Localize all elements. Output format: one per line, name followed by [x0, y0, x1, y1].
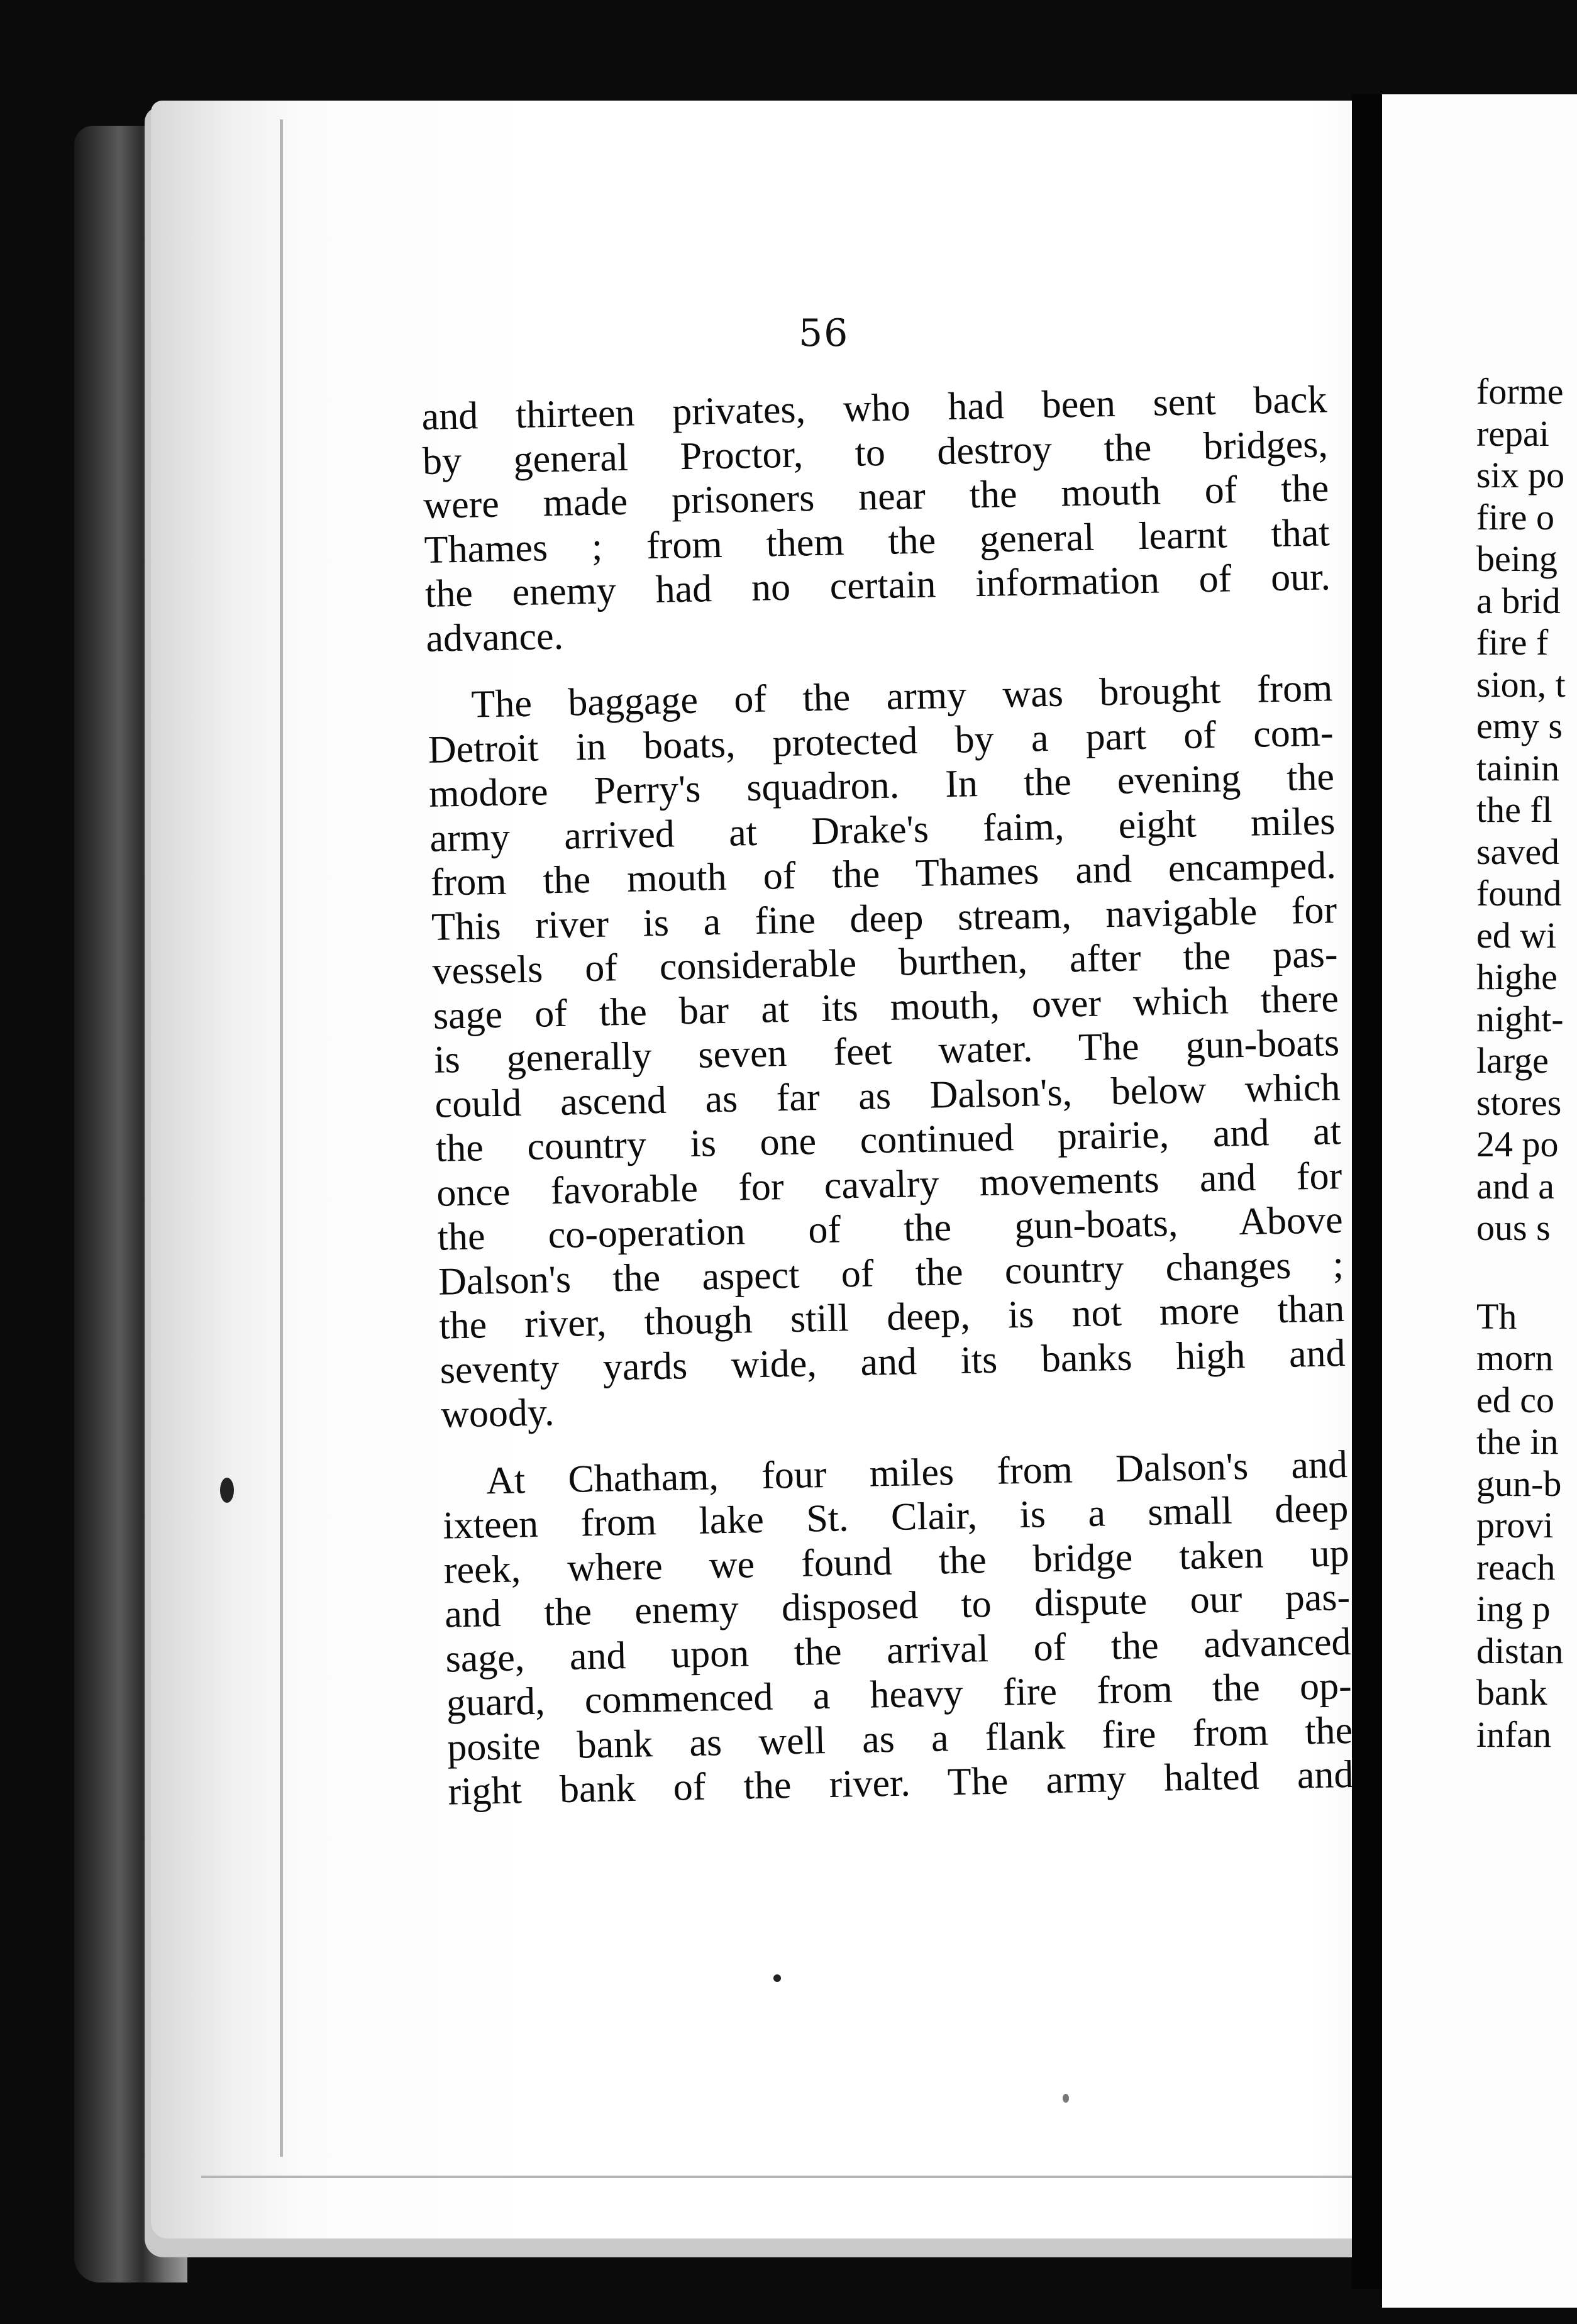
text-line: by general Proctor, to destroy the bridges,: [422, 422, 1329, 483]
facing-line: ous s: [1476, 1207, 1551, 1248]
facing-page-text: [1476, 371, 1577, 1756]
paragraph-3: [442, 1442, 1354, 1815]
page-number: 56: [799, 311, 849, 355]
facing-line: and a: [1476, 1165, 1554, 1207]
paragraph-1: [421, 377, 1332, 661]
facing-line: ed wi: [1476, 914, 1557, 956]
text-line: right bank of the river. The army halted and: [448, 1752, 1354, 1813]
facing-line: distan: [1476, 1630, 1564, 1671]
text-line: posite bank as well as a flank fire from the: [446, 1708, 1353, 1769]
page-fold-line: [280, 119, 283, 2157]
facing-line: emy s: [1476, 706, 1563, 746]
facing-line: stores: [1476, 1082, 1562, 1123]
text-line: and thirteen privates, who had been sent back: [421, 378, 1328, 438]
ink-speck: [1063, 2094, 1069, 2103]
text-line: guard, commenced a heavy fire from the op-: [446, 1664, 1353, 1725]
ink-speck: [773, 1974, 781, 1982]
paragraph-2: [427, 666, 1347, 1437]
facing-line: six po: [1476, 455, 1565, 495]
facing-line: the in: [1476, 1421, 1559, 1462]
text-line: the country is one continued prairie, and at: [435, 1110, 1342, 1170]
text-line: sage, and upon the arrival of the advanced: [445, 1620, 1351, 1681]
page-bottom-edge: [201, 2176, 1427, 2203]
facing-line: highe: [1476, 956, 1558, 997]
text-line: and the enemy disposed to dispute our pas-: [444, 1576, 1351, 1636]
text-line: once favorable for cavalry movements and for: [436, 1154, 1342, 1215]
text-line: ixteen from lake St. Clair, is a small deep: [442, 1487, 1349, 1547]
text-line: At Chatham, four miles from Dalson's and: [485, 1442, 1348, 1502]
text-line: advance.: [425, 614, 564, 660]
text-line: modore Perry's squadron. In the evening the: [428, 755, 1335, 816]
text-line: This river is a fine deep stream, navigable for: [431, 888, 1337, 949]
text-line: could ascend as far as Dalson's, below which: [434, 1065, 1341, 1126]
text-line: vessels of considerable burthen, after the pas-: [431, 932, 1338, 993]
facing-line: provi: [1476, 1505, 1554, 1546]
book-gutter: [1352, 94, 1382, 2289]
text-line: Thames ; from them the general learnt that: [424, 511, 1331, 572]
facing-line: the fl: [1476, 789, 1552, 830]
facing-line: repai: [1476, 412, 1549, 454]
facing-line: sion, t: [1476, 663, 1566, 705]
facing-line: tainin: [1476, 747, 1560, 788]
facing-line: Th: [1476, 1295, 1517, 1337]
text-line: the enemy had no certain information of our.: [424, 555, 1331, 616]
body-text: [421, 377, 1354, 1814]
facing-line: night-: [1476, 998, 1564, 1039]
facing-line: ing p: [1476, 1588, 1551, 1629]
text-line: Detroit in boats, protected by a part of com-: [428, 711, 1334, 772]
text-line: woody.: [440, 1391, 555, 1436]
facing-line: being: [1476, 538, 1558, 579]
text-line: from the mouth of the Thames and encamped.: [430, 844, 1337, 904]
text-line: The baggage of the army was brought from: [470, 667, 1333, 726]
facing-line: saved: [1476, 831, 1560, 872]
text-line: is generally seven feet water. The gun-boats: [433, 1021, 1340, 1082]
text-line: army arrived at Drake's faim, eight miles: [429, 799, 1336, 860]
facing-line: ed co: [1476, 1379, 1554, 1420]
text-line: the co-operation of the gun-boats, Above: [437, 1198, 1344, 1259]
facing-line: infan: [1476, 1713, 1552, 1755]
facing-line: fire f: [1476, 622, 1549, 663]
text-line: seventy yards wide, and its banks high and: [440, 1331, 1346, 1392]
facing-paragraph-gap: [1476, 1249, 1577, 1296]
facing-line: forme: [1476, 371, 1564, 412]
facing-line: 24 po: [1476, 1124, 1559, 1165]
facing-line: gun-b: [1476, 1463, 1562, 1504]
facing-line: a brid: [1476, 580, 1561, 621]
facing-line: found: [1476, 873, 1562, 914]
facing-line: reach: [1476, 1546, 1556, 1588]
text-line: sage of the bar at its mouth, over which there: [433, 977, 1339, 1038]
text-line: Dalson's the aspect of the country changes ;: [438, 1242, 1344, 1303]
text-line: the river, though still deep, is not more than: [438, 1287, 1345, 1347]
ink-blot: [220, 1478, 234, 1503]
facing-line: bank: [1476, 1672, 1547, 1713]
facing-line: fire o: [1476, 496, 1554, 538]
facing-line: morn: [1476, 1337, 1554, 1378]
text-line: reek, where we found the bridge taken up: [443, 1531, 1350, 1592]
text-line: were made prisoners near the mouth of the: [423, 467, 1329, 527]
facing-line: large: [1476, 1040, 1549, 1081]
